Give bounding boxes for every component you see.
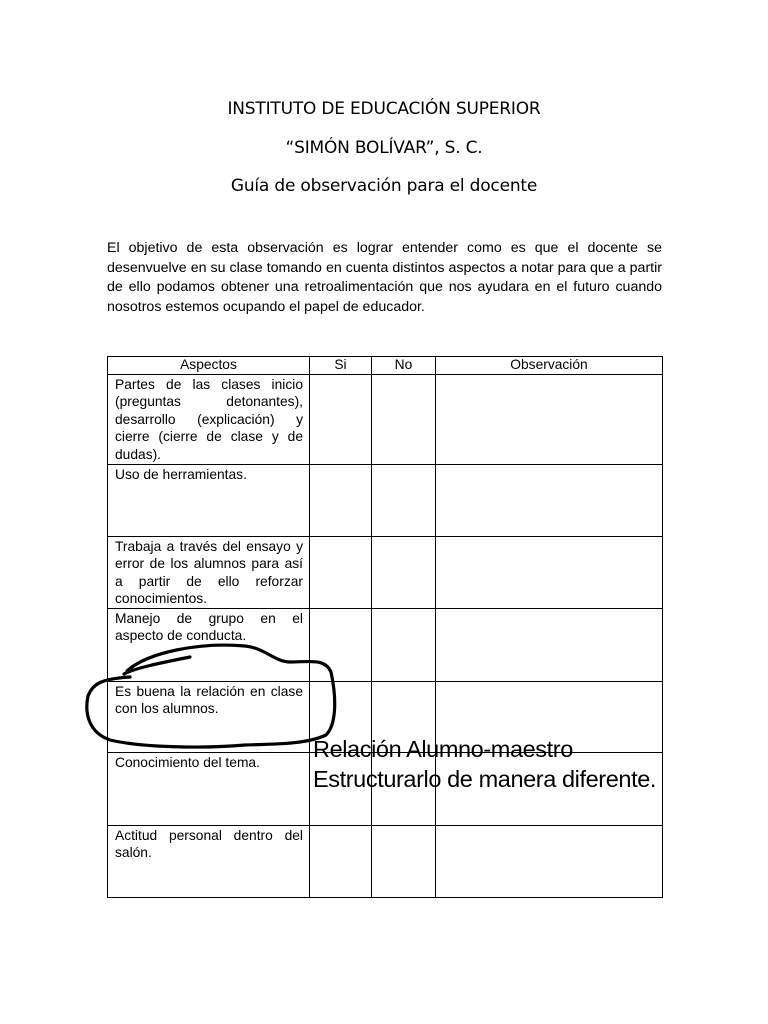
aspect-cell (108, 753, 310, 826)
table-row (108, 375, 663, 465)
aspect-cell (108, 826, 310, 898)
table-row (108, 465, 663, 537)
note-line-2: Estructurarlo de manera diferente. (313, 766, 656, 792)
aspect-cell (108, 465, 310, 537)
header-si: Si (310, 357, 372, 375)
header-no: No (372, 357, 436, 375)
institute-subname: “SIMÓN BOLÍVAR”, S. C. (285, 138, 483, 158)
observacion-cell (436, 826, 663, 898)
si-cell (310, 537, 372, 609)
aspect-text: Actitud personal dentro del salón. (115, 828, 303, 861)
aspect-text: Trabaja a través del ensayo y error de los alumnos para así a partir de ello reforzar conocimientos. (115, 539, 303, 607)
aspect-text: Uso de herramientas. (115, 467, 247, 482)
document-title: Guía de observación para el docente (230, 176, 538, 196)
aspect-text: Es buena la relación en clase con los alumnos. (115, 684, 303, 717)
no-cell (372, 465, 436, 537)
aspect-text: Partes de las clases inicio (preguntas detonantes), desarrollo (explicación) y cierre (cierre de clase y de dudas). (115, 377, 303, 462)
no-cell (372, 375, 436, 465)
aspect-text: Manejo de grupo en el aspecto de conducta. (115, 611, 303, 644)
header-aspectos: Aspectos (108, 357, 310, 375)
note-line-1: Relación Alumno-maestro (313, 736, 573, 762)
aspect-cell (108, 537, 310, 609)
intro-paragraph: El objetivo de esta observación es lograr entender como es que el docente se desenvuelve en su clase tomando en cuenta distintos aspectos a notar para que a partir de ello podamos obtener una retroalimentación que nos ayudara en el futuro cuando nosotros estemos ocupando el papel de educador. (107, 240, 662, 316)
aspect-cell (108, 375, 310, 465)
aspect-cell (108, 609, 310, 682)
table-header-row (108, 357, 663, 375)
observacion-cell (436, 465, 663, 537)
institute-name: INSTITUTO DE EDUCACIÓN SUPERIOR (227, 99, 541, 119)
aspect-cell (108, 682, 310, 753)
table-row (108, 537, 663, 609)
aspect-text: Conocimiento del tema. (115, 755, 260, 770)
no-cell (372, 826, 436, 898)
table-row (108, 826, 663, 898)
handwritten-note (313, 734, 656, 794)
observacion-cell (436, 609, 663, 682)
si-cell (310, 375, 372, 465)
no-cell (372, 537, 436, 609)
si-cell (310, 826, 372, 898)
observacion-cell (436, 537, 663, 609)
header-observacion: Observación (436, 357, 663, 375)
observacion-cell (436, 375, 663, 465)
no-cell (372, 609, 436, 682)
si-cell (310, 465, 372, 537)
observation-table (107, 356, 663, 898)
si-cell (310, 609, 372, 682)
table-row (108, 609, 663, 682)
